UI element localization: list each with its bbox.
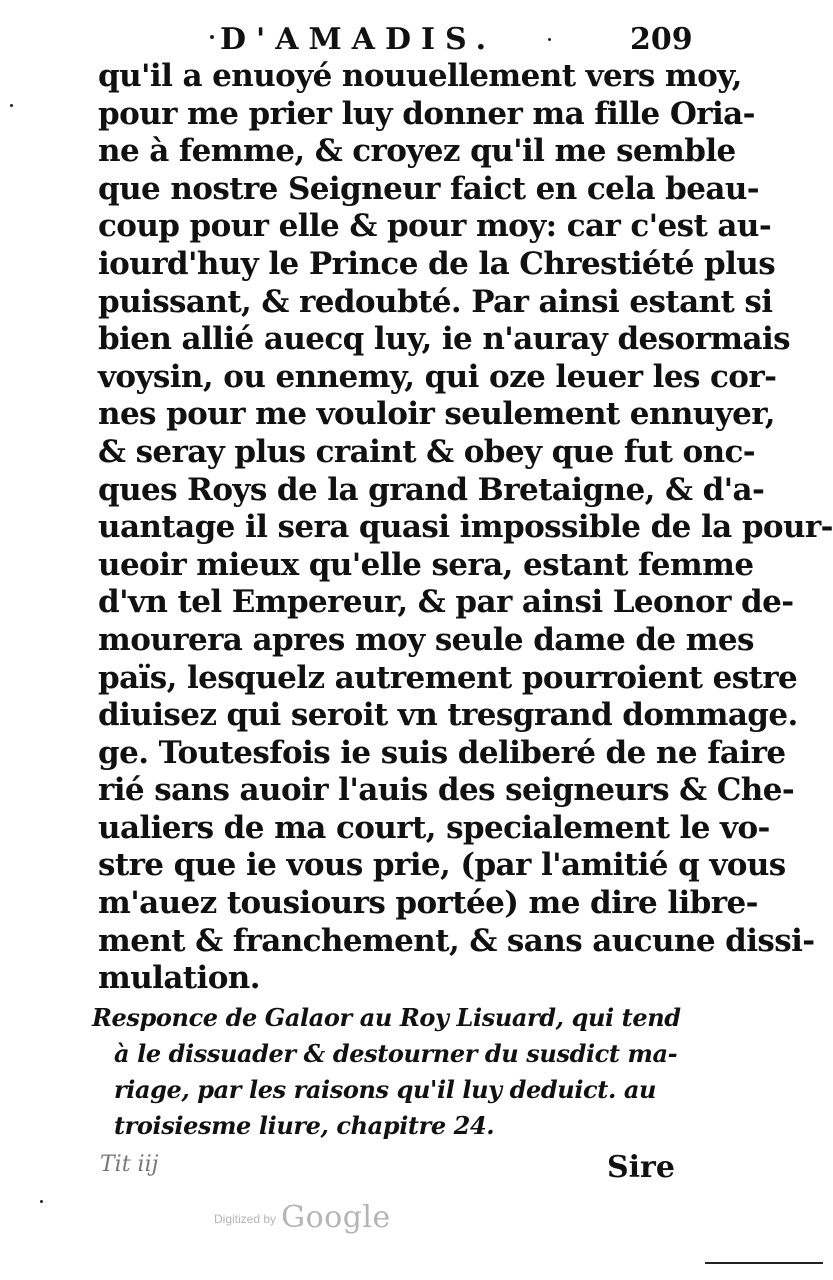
text-line: ques Roys de la grand Bretaigne, & d'a- <box>98 471 765 508</box>
digitized-watermark <box>214 1200 391 1235</box>
text-line: coup pour elle & pour moy: car c'est au- <box>98 208 772 245</box>
text-line: ge. Toutesfois ie suis deliberé de ne faire <box>98 734 786 771</box>
ink-speck <box>40 1200 43 1203</box>
text-line: ueoir mieux qu'elle sera, estant femme <box>98 546 754 583</box>
bottom-rule <box>705 1262 823 1264</box>
watermark-prefix: Digitized by <box>214 1212 277 1226</box>
text-line: pour me prier luy donner ma fille Oria- <box>98 95 755 132</box>
ink-speck <box>10 104 13 107</box>
text-line: & seray plus craint & obey que fut onc- <box>98 433 756 470</box>
text-line: nes pour me vouloir seulement ennuyer, <box>98 396 775 433</box>
ink-speck <box>548 38 551 41</box>
text-line: stre que ie vous prie, (par l'amitié q vous <box>98 847 786 884</box>
text-line: mulation. <box>98 960 260 997</box>
ink-speck <box>210 35 214 39</box>
body-text <box>98 58 833 998</box>
text-line: voysin, ou ennemy, qui oze leuer les cor- <box>98 358 777 395</box>
text-line: ment & franchement, & sans aucune dissi- <box>98 922 815 959</box>
text-line: diuisez qui seroit vn tresgrand dommage. <box>98 697 798 734</box>
heading-line: riage, par les raisons qu'il luy deduict. au <box>114 1075 657 1104</box>
google-logo: Google <box>281 1200 391 1235</box>
running-head: D'AMADIS. <box>220 22 497 57</box>
text-line: iourd'huy le Prince de la Chrestiété plus <box>98 245 776 282</box>
catchword: Sire <box>607 1150 675 1185</box>
text-line: puissant, & redoubté. Par ainsi estant si <box>98 283 773 320</box>
text-line: ne à femme, & croyez qu'il me semble <box>98 133 736 170</box>
text-line: m'auez tousiours portée) me dire libre- <box>98 885 758 922</box>
text-line: qu'il a enuoyé nouuellement vers moy, <box>98 58 742 94</box>
page-number: 209 <box>630 22 693 57</box>
text-line: païs, lesquelz autrement pourroient estre <box>98 659 798 696</box>
text-line: uantage il sera quasi impossible de la pour- <box>98 509 833 546</box>
signature-mark: Tit iij <box>100 1152 159 1177</box>
text-line: ualiers de ma court, specialement le vo- <box>98 809 770 846</box>
heading-line: Responce de Galaor au Roy Lisuard, qui tend <box>92 1003 681 1032</box>
text-line: d'vn tel Empereur, & par ainsi Leonor de- <box>98 584 794 621</box>
text-line: bien allié auecq luy, ie n'auray desormais <box>98 321 791 358</box>
chapter-heading <box>92 1000 692 1144</box>
heading-line: troisiesme liure, chapitre 24. <box>114 1111 495 1140</box>
text-line: mourera apres moy seule dame de mes <box>98 621 754 658</box>
text-line: rié sans auoir l'auis des seigneurs & Che- <box>98 772 795 809</box>
heading-line: à le dissuader & destourner du susdict ma- <box>114 1039 678 1068</box>
text-line: que nostre Seigneur faict en cela beau- <box>98 170 760 207</box>
